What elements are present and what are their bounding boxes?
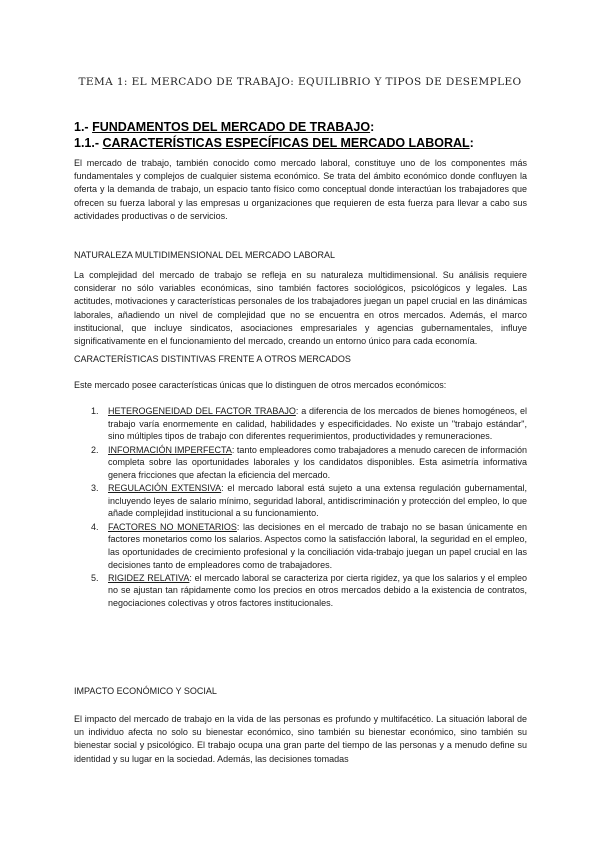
- list-item-number: 3.: [91, 483, 99, 493]
- section-heading-impacto: IMPACTO ECONÓMICO Y SOCIAL: [74, 686, 217, 696]
- distintivas-intro: Este mercado posee características únicas que lo distinguen de otros mercados económicos:: [74, 380, 447, 390]
- list-item-text: : el mercado laboral se caracteriza por cierta rigidez, ya que los salarios y el empleo no se ajustan tan rápidamente como los precios en otros mercados debido a la existencia de contratos, negociaciones colectivas y otros factores institucionales.: [108, 572, 527, 609]
- heading-caracteristicas: [74, 136, 474, 150]
- list-item-text: : el mercado laboral está sujeto a una extensa regulación gubernamental, incluyendo leyes de salario mínimo, seguridad laboral, antidiscriminación y protección del empleo, lo que añade complejidad institucional a su funcionamiento.: [108, 483, 528, 519]
- heading-1-text: FUNDAMENTOS DEL MERCADO DE TRABAJO: [92, 120, 371, 134]
- list-item: [74, 482, 527, 520]
- naturaleza-paragraph: La complejidad del mercado de trabajo se refleja en su naturaleza multidimensional. Su análisis requiere considerar no sólo variables económicas, sino también factores sociológicos, psicológicos y legales. Las actitudes, motivaciones y características personales de los trabajadores juegan un papel crucial en las dinámicas laborales, añadiendo un nivel de complejidad que no se encuentra en otros mercados. Además, el marco institucional, que incluye sindicatos, asociaciones empresariales y agencias gubernamentales, influye significativamente en el funcionamiento del mercado, creando un entorno único para cada economía.: [74, 270, 527, 347]
- section-heading-distintivas: CARACTERÍSTICAS DISTINTIVAS FRENTE A OTROS MERCADOS: [74, 354, 351, 364]
- characteristics-list: [74, 405, 527, 610]
- intro-paragraph: El mercado de trabajo, también conocido como mercado laboral, constituye uno de los componentes más fundamentales y complejos de cualquier sistema económico. Se trata del ámbito económico donde confluyen la oferta y la demanda de trabajo, un espacio tanto físico como conceptual donde interactúan los trabajadores que ofrecen su fuerza laboral y las empresas u organizaciones que requieren de esta fuerza para llevar a cabo sus actividades productivas o de servicios.: [74, 158, 527, 221]
- list-item-term: INFORMACIÓN IMPERFECTA: [108, 444, 232, 455]
- list-item-text: : las decisiones en el mercado de trabajo no se basan únicamente en factores monetarios como los salarios. Aspectos como la satisfacción laboral, la seguridad en el empleo, las oportunidades de crecimiento profesional y la conciliación vida-trabajo juegan un papel crucial en las decisiones tanto de empleadores como de trabajadores.: [108, 521, 527, 570]
- heading-1-suffix: :: [370, 120, 375, 134]
- list-item-term: REGULACIÓN EXTENSIVA: [108, 483, 222, 493]
- section-heading-naturaleza: NATURALEZA MULTIDIMENSIONAL DEL MERCADO LABORAL: [74, 250, 336, 260]
- list-item-term: RIGIDEZ RELATIVA: [108, 572, 190, 583]
- list-item-number: 2.: [91, 444, 99, 455]
- heading-2-text: CARACTERÍSTICAS ESPECÍFICAS DEL MERCADO LABORAL: [102, 136, 470, 150]
- heading-fundamentos: [74, 120, 374, 134]
- list-item-number: 5.: [91, 572, 99, 583]
- impacto-paragraph: El impacto del mercado de trabajo en la vida de las personas es profundo y multifacético. La situación laboral de un individuo afecta no solo su bienestar económico, sino también su bienestar económico, sino también su bienestar social y psicológico. El trabajo ocupa una gran parte del tiempo de las personas y a menudo define su identidad y su lugar en la sociedad. Además, las decisiones tomadas: [74, 714, 527, 764]
- list-item-text: : a diferencia de los mercados de bienes homogéneos, el trabajo varía enormemente en calidad, habilidades y especificidades. No existe un "trabajo estándar", sino múltiples tipos de trabajo con diferentes requerimientos, productividades y remuneraciones.: [108, 406, 527, 442]
- list-item-number: 4.: [91, 521, 99, 532]
- list-item: [74, 405, 527, 443]
- list-item-number: 1.: [91, 406, 99, 416]
- list-item-term: HETEROGENEIDAD DEL FACTOR TRABAJO: [108, 406, 296, 416]
- list-item-text: : tanto empleadores como trabajadores a menudo carecen de información completa sobre las oportunidades laborales y los candidatos disponibles. Esta asimetría informativa genera fricciones que afectan la eficiencia del mercado.: [108, 444, 528, 480]
- list-item-term: FACTORES NO MONETARIOS: [108, 521, 237, 532]
- heading-2-prefix: 1.1.-: [74, 136, 103, 150]
- list-item: [74, 444, 527, 482]
- document-title: TEMA 1: EL MERCADO DE TRABAJO: EQUILIBRIO Y TIPOS DE DESEMPLEO: [78, 76, 522, 88]
- heading-2-suffix: :: [469, 136, 474, 150]
- list-item: [74, 521, 527, 572]
- heading-1-prefix: 1.-: [74, 120, 93, 134]
- list-item: [74, 572, 527, 610]
